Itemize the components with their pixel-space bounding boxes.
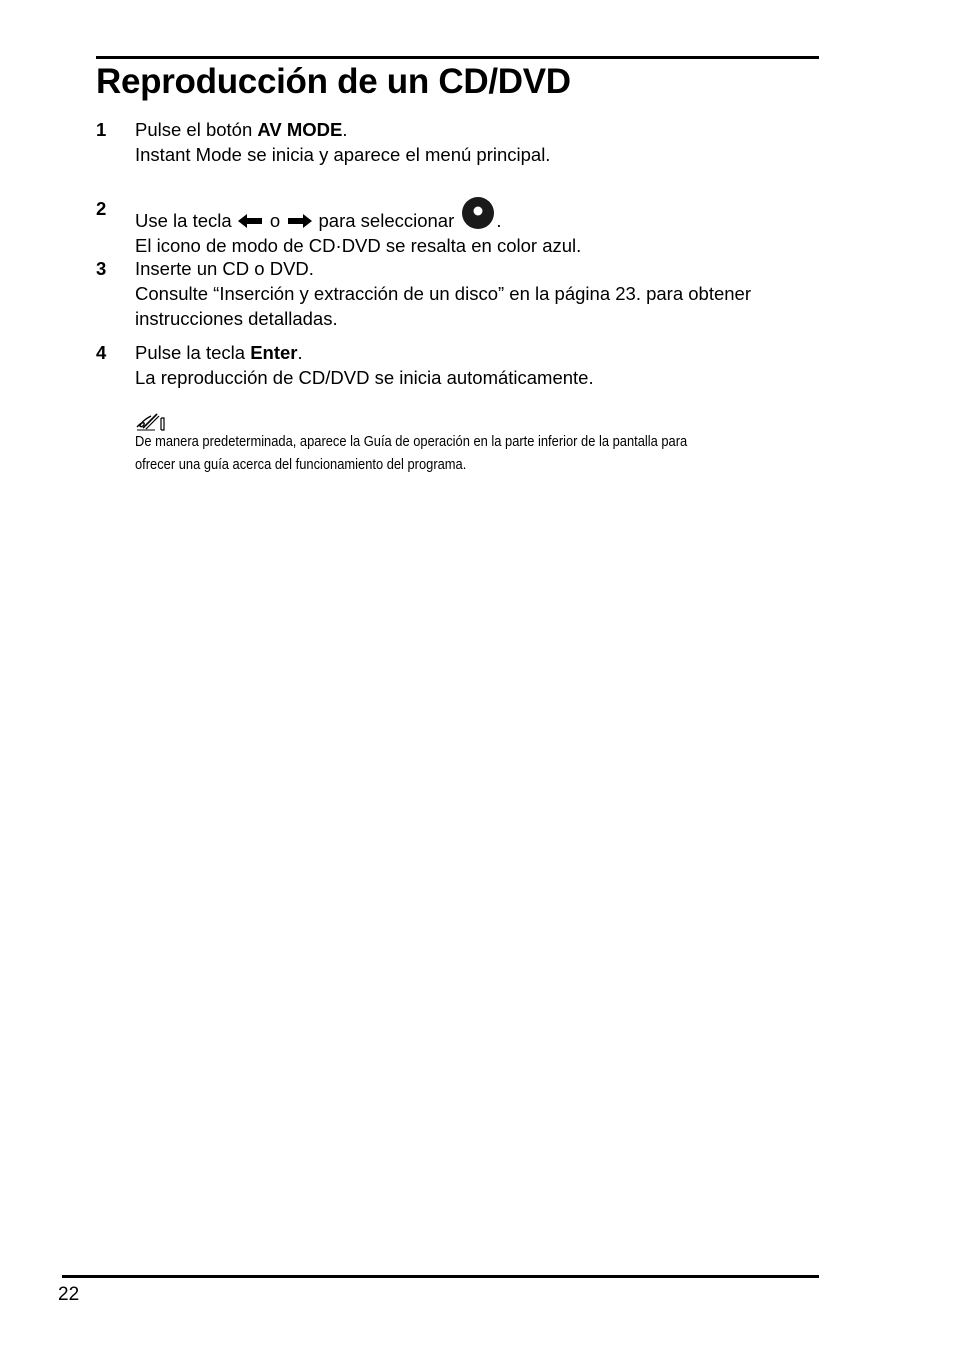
- top-rule: [96, 56, 819, 59]
- step-line: Inserte un CD o DVD.: [135, 258, 314, 279]
- right-arrow-icon: [286, 214, 312, 228]
- note-line: De manera predeterminada, aparece la Guía de operación en la parte inferior de la pantalla para: [135, 433, 688, 450]
- left-arrow-icon: [238, 214, 264, 228]
- note: [135, 430, 823, 476]
- step-number: 1: [96, 119, 107, 140]
- step-body: [135, 256, 819, 331]
- pencil-note-icon: [135, 410, 167, 432]
- step-line: El icono de modo de CD·DVD se resalta en color azul.: [135, 235, 582, 256]
- step-line: Consulte “Inserción y extracción de un disco” en la página 23. para obtener: [135, 283, 752, 304]
- step-line: [135, 117, 819, 142]
- step-text: o: [264, 210, 286, 231]
- step-line: Instant Mode se inicia y aparece el menú principal.: [135, 144, 551, 165]
- bottom-rule: [62, 1275, 819, 1278]
- note-line: ofrecer una guía acerca del funcionamiento del programa.: [135, 456, 467, 473]
- step-line: instrucciones detalladas.: [135, 308, 338, 329]
- step-body: [135, 340, 819, 390]
- step-body: [135, 117, 819, 167]
- step-text: .: [297, 342, 303, 363]
- step-number: 3: [96, 258, 107, 279]
- step-line: [135, 196, 819, 233]
- page-title: Reproducción de un CD/DVD: [96, 62, 571, 101]
- step-number: 4: [96, 342, 107, 363]
- key-name: Enter: [250, 342, 298, 363]
- step-text: .: [496, 210, 502, 231]
- step-text: Use la tecla: [135, 210, 237, 231]
- step-line: [135, 340, 819, 365]
- disc-icon: [461, 196, 495, 230]
- button-name: AV MODE: [257, 119, 343, 140]
- step-text: para seleccionar: [313, 210, 460, 231]
- step-text: Pulse la tecla: [135, 342, 251, 363]
- step-line: La reproducción de CD/DVD se inicia automáticamente.: [135, 367, 594, 388]
- step-body: [135, 196, 819, 258]
- step-text: .: [342, 119, 348, 140]
- page-number: 22: [58, 1284, 80, 1305]
- step-text: Pulse el botón: [135, 119, 258, 140]
- step-number: 2: [96, 198, 107, 219]
